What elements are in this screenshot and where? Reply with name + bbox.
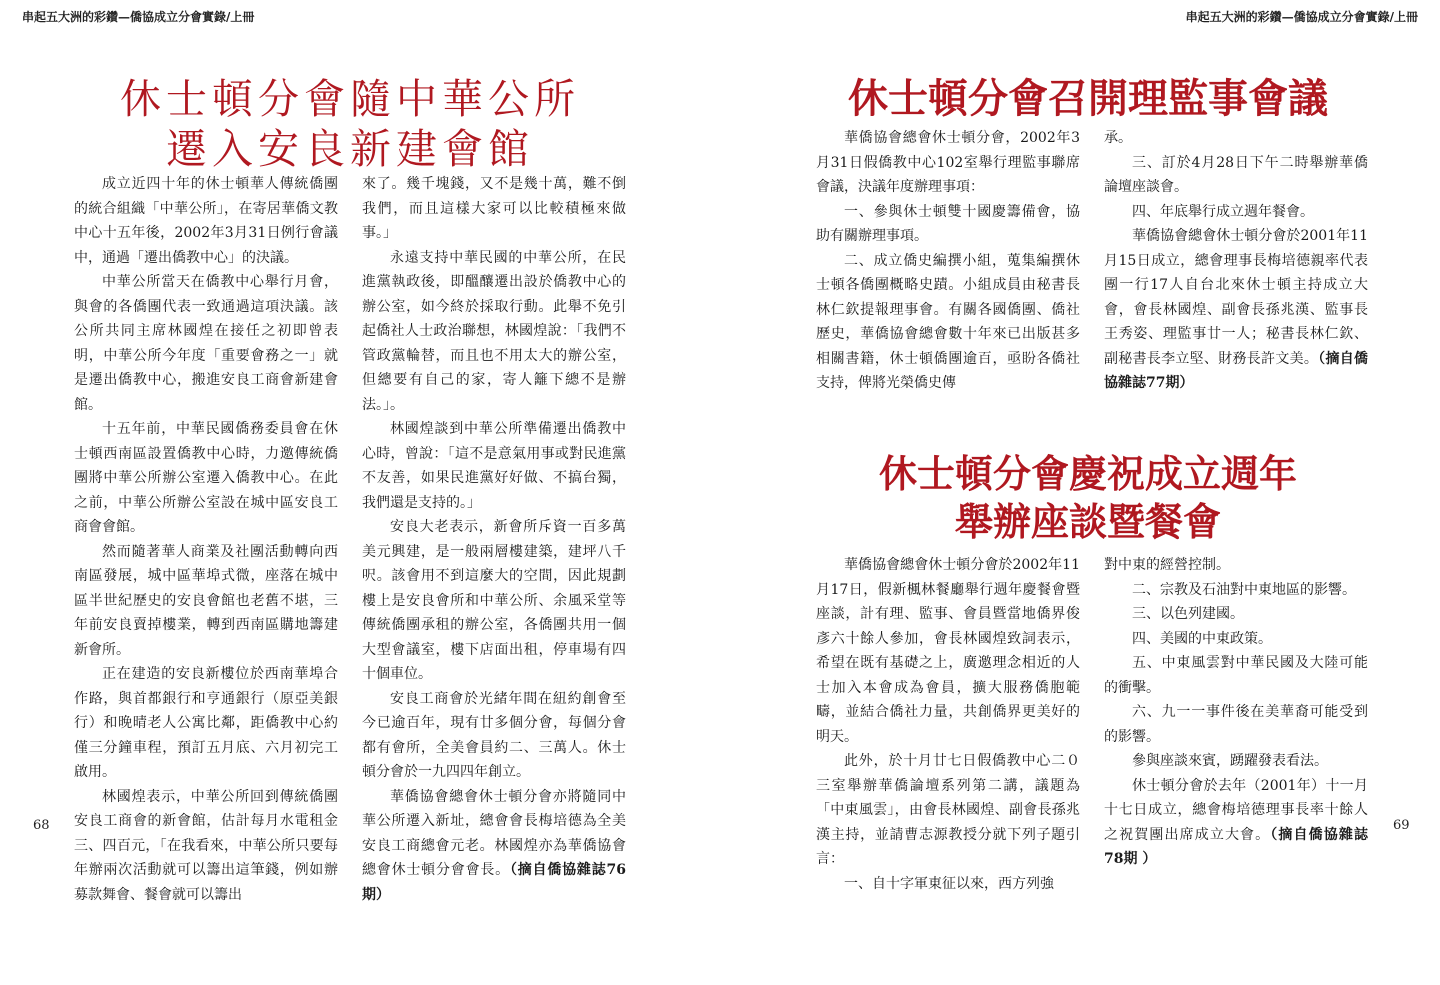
page-number-left: 68 <box>33 818 50 833</box>
article2-title-line1: 休士頓分會召開理監事會議 <box>848 76 1328 122</box>
paragraph-text: 休士頓分會於去年（2001年）十一月十七日成立，總會梅培德理事長率十餘人之祝賀團出席成立大會。 <box>1104 777 1368 843</box>
paragraph: 二、成立僑史編撰小組，蒐集編撰休士頓各僑團概略史蹟。小組成員由秘書長林仁欽提報理事會。有關各國僑團、僑社歷史，華僑協會總會數十年來已出版甚多相關書籍，休士頓僑團逾百，亟盼各僑社支持，俾將光榮僑史傳 <box>816 252 1080 391</box>
paragraph: 三、以色列建國。 <box>1132 606 1244 622</box>
paragraph: 三、訂於4月28日下午二時舉辦華僑論壇座談會。 <box>1104 154 1368 195</box>
paragraph: 一、參與休士頓雙十國慶籌備會，協助有關辦理事項。 <box>816 203 1080 244</box>
article3-column1 <box>816 553 1080 898</box>
paragraph-continued: 來了。幾千塊錢，又不是幾十萬，難不倒我們，而且這樣大家可以比較積極來做事。」 <box>362 176 626 241</box>
paragraph: 六、九一一事件後在美華裔可能受到的影響。 <box>1104 704 1368 745</box>
article3-title-line1: 休士頓分會慶祝成立週年 <box>878 452 1297 496</box>
paragraph <box>362 785 626 908</box>
paragraph: 十五年前，中華民國僑務委員會在休士頓西南區設置僑教中心時，力邀傳統僑團將中華公所辦公室遷入僑教中心。在此之前，中華公所辦公室設在城中區安良工商會會館。 <box>74 421 338 535</box>
page-number-right: 69 <box>1393 818 1410 833</box>
paragraph-continued: 承。 <box>1104 130 1132 146</box>
article1-title <box>70 74 630 174</box>
paragraph: 安良工商會於光緒年間在紐約創會至今已逾百年，現有廿多個分會，每個分會都有會所，全美會員約二、三萬人。休士頓分會於一九四四年創立。 <box>362 690 626 780</box>
paragraph <box>1104 224 1368 396</box>
source-note: （摘自僑協雜誌77期） <box>1104 350 1368 391</box>
paragraph: 一、自十字軍東征以來，西方列強 <box>844 875 1054 892</box>
paragraph: 此外，於十月廿七日假僑教中心二０三室舉辦華僑論壇系列第二講，議題為「中東風雲」，由會長林國煌、副會長孫兆漢主持，並請曹志源教授分就下列子題引言： <box>816 753 1080 867</box>
paragraph: 中華公所當天在僑教中心舉行月會，與會的各僑團代表一致通過這項決議。該公所共同主席林國煌在接任之初即曾表明，中華公所今年度「重要會務之一」就是遷出僑教中心，搬進安良工商會新建會館。 <box>74 274 338 413</box>
article1-column1 <box>74 172 338 917</box>
running-header-left: 串起五大洲的彩鑽—僑協成立分會實錄/上冊 <box>22 10 255 24</box>
article1-title-line1: 休士頓分會隨中華公所 <box>120 75 580 123</box>
paragraph-text: 華僑協會總會休士頓分會於2001年11月15日成立，總會理事長梅培德親率代表團一行17人自台北來休士頓主持成立大會，會長林國煌、副會長孫兆漢、監事長王秀姿、理監事廿一人；秘書長林仁欽、副秘書長李立堅、財務長許文美。 <box>1104 228 1368 367</box>
article3-title <box>808 450 1368 546</box>
article2-column2 <box>1104 126 1368 396</box>
paragraph: 成立近四十年的休士頓華人傳統僑團的統合組織「中華公所」，在寄居華僑文教中心十五年後，2002年3月31日例行會議中，通過「遷出僑教中心」的決議。 <box>74 176 338 266</box>
paragraph: 華僑協會總會休士頓分會，2002年3月31日假僑教中心102室舉行理監事聯席會議，決議年度辦理事項： <box>816 130 1080 195</box>
source-note: （摘自僑協雜誌78期 ） <box>1104 826 1368 867</box>
article3-title-line2: 舉辦座談暨餐會 <box>954 500 1221 544</box>
paragraph: 安良大老表示，新會所斥資一百多萬美元興建，是一般兩層樓建築，建坪八千呎。該會用不到這麼大的空間，因此規劃樓上是安良會所和中華公所、余風采堂等傳統僑團承租的辦公室，各僑團共用一個大型會議室，樓下店面出租，停車場有四十個車位。 <box>362 519 626 682</box>
paragraph: 永遠支持中華民國的中華公所，在民進黨執政後，即醞釀遷出設於僑教中心的辦公室，如今終於採取行動。此舉不免引起僑社人士政治聯想，林國煌說：「我們不管政黨輪替，而且也不用太大的辦公室，但總要有自己的家，寄人籬下總不是辦法。」。 <box>362 249 626 413</box>
paragraph: 四、年底舉行成立週年餐會。 <box>1132 203 1314 220</box>
article1-column2 <box>362 172 626 917</box>
source-note: （摘自僑協雜誌76期） <box>362 862 626 903</box>
paragraph <box>1104 774 1368 872</box>
paragraph: 五、中東風雲對中華民國及大陸可能的衝擊。 <box>1104 655 1368 696</box>
paragraph: 林國煌表示，中華公所回到傳統僑團安良工商會的新會館，估計每月水電租金三、四百元，「在我看來，中華公所只要每年辦兩次活動就可以籌出這筆錢，例如辦募款舞會、餐會就可以籌出 <box>74 788 338 903</box>
running-header-right: 串起五大洲的彩鑽—僑協成立分會實錄/上冊 <box>1185 10 1418 24</box>
article1-title-line2: 遷入安良新建會館 <box>166 125 534 173</box>
paragraph: 林國煌談到中華公所準備遷出僑教中心時，曾說：「這不是意氣用事或對民進黨不友善，如果民進黨好好做、不搞台獨，我們還是支持的。」 <box>362 421 626 511</box>
paragraph: 四、美國的中東政策。 <box>1132 630 1272 647</box>
paragraph: 二、宗教及石油對中東地區的影響。 <box>1132 581 1356 598</box>
article2-title <box>808 72 1368 126</box>
paragraph-text: 華僑協會總會休士頓分會亦將隨同中華公所遷入新址，總會會長梅培德為全美安良工商總會元老。林國煌亦為華僑協會總會休士頓分會會長。 <box>362 788 626 878</box>
paragraph: 正在建造的安良新樓位於西南華埠合作路，與首都銀行和亨通銀行（原亞美銀行）和晚晴老人公寓比鄰，距僑教中心約僅三分鐘車程，預訂五月底、六月初完工啟用。 <box>74 666 338 780</box>
paragraph: 華僑協會總會休士頓分會於2002年11月17日，假新楓林餐廳舉行週年慶餐會暨座談，計有理、監事、會員暨當地僑界俊彥六十餘人參加，會長林國煌致詞表示，希望在既有基礎之上，廣邀理念相近的人士加入本會成為會員，擴大服務僑胞範疇，並結合僑社力量，共創僑界更美好的明天。 <box>816 557 1080 745</box>
article2-column1 <box>816 126 1080 396</box>
paragraph: 然而隨著華人商業及社團活動轉向西南區發展，城中區華埠式微，座落在城中區半世紀歷史的安良會館也老舊不堪，三年前安良賣掉樓業，轉到西南區購地籌建新會所。 <box>74 543 338 658</box>
paragraph-continued: 對中東的經營控制。 <box>1104 557 1230 573</box>
paragraph: 參與座談來賓，踴躍發表看法。 <box>1132 753 1328 769</box>
article3-column2 <box>1104 553 1368 898</box>
